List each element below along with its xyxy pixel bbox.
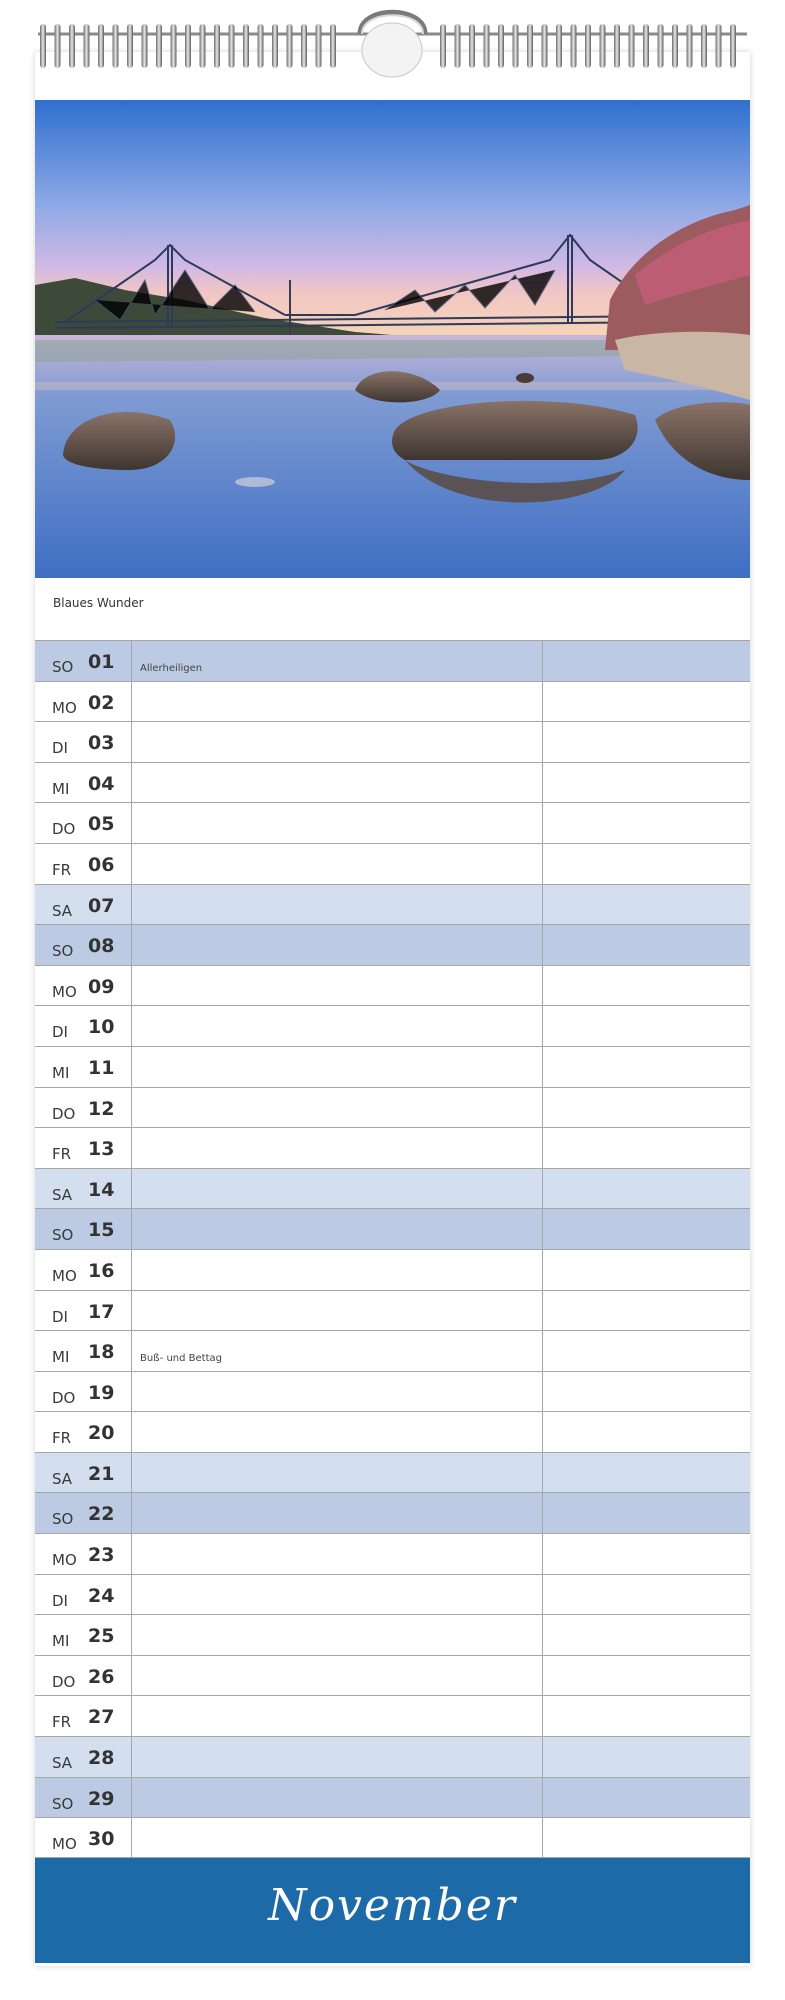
column-divider xyxy=(542,682,543,722)
column-divider xyxy=(131,1088,132,1128)
column-divider xyxy=(542,1534,543,1574)
day-row xyxy=(35,1452,750,1493)
column-divider xyxy=(542,1250,543,1290)
column-divider xyxy=(131,1047,132,1087)
weekday-label: SO xyxy=(52,942,74,961)
column-divider xyxy=(542,1006,543,1046)
day-number: 18 xyxy=(88,1341,115,1364)
weekday-label: SO xyxy=(52,1226,74,1245)
binding-ring xyxy=(455,24,461,68)
column-divider xyxy=(131,925,132,965)
column-divider xyxy=(542,1128,543,1168)
binding-ring xyxy=(527,24,533,68)
column-divider xyxy=(542,1737,543,1777)
day-number: 09 xyxy=(88,975,115,998)
month-name: November xyxy=(268,1880,517,1931)
binding-ring xyxy=(484,24,490,68)
day-number: 29 xyxy=(88,1787,115,1810)
column-divider xyxy=(131,803,132,843)
column-divider xyxy=(542,722,543,762)
binding-ring xyxy=(600,24,606,68)
day-number: 25 xyxy=(88,1625,115,1648)
day-row xyxy=(35,681,750,722)
day-number: 05 xyxy=(88,813,115,836)
binding-ring xyxy=(84,24,90,68)
day-number: 10 xyxy=(88,1016,115,1039)
day-row xyxy=(35,721,750,762)
binding-ring xyxy=(287,24,293,68)
day-row xyxy=(35,1614,750,1655)
binding-ring xyxy=(469,24,475,68)
column-divider xyxy=(131,1696,132,1736)
binding-ring xyxy=(98,24,104,68)
column-divider xyxy=(131,763,132,803)
column-divider xyxy=(131,844,132,884)
column-divider xyxy=(131,1493,132,1533)
column-divider xyxy=(542,1331,543,1371)
column-divider xyxy=(131,1615,132,1655)
day-row xyxy=(35,965,750,1006)
weekday-label: MO xyxy=(52,1835,77,1854)
day-row xyxy=(35,1574,750,1615)
column-divider xyxy=(131,885,132,925)
day-row xyxy=(35,802,750,843)
binding-ring xyxy=(440,24,446,68)
column-divider xyxy=(131,1453,132,1493)
weekday-label: SO xyxy=(52,1794,74,1813)
column-divider xyxy=(542,1088,543,1128)
day-number: 15 xyxy=(88,1219,115,1242)
weekday-label: SO xyxy=(52,658,74,676)
column-divider xyxy=(131,1818,132,1857)
day-number: 22 xyxy=(88,1503,115,1526)
spiral-binding xyxy=(0,0,785,90)
day-number: 01 xyxy=(88,651,115,673)
day-row xyxy=(35,640,750,681)
binding-ring xyxy=(730,24,736,68)
holiday-label: Allerheiligen xyxy=(140,663,203,674)
binding-ring xyxy=(513,24,519,68)
weekday-label: MO xyxy=(52,1551,77,1570)
day-row xyxy=(35,1249,750,1290)
column-divider xyxy=(542,1047,543,1087)
binding-ring xyxy=(127,24,133,68)
column-divider xyxy=(131,1331,132,1371)
weekday-label: DO xyxy=(52,1672,76,1691)
day-row xyxy=(35,1695,750,1736)
weekday-label: FR xyxy=(52,1713,72,1732)
day-row xyxy=(35,1290,750,1331)
column-divider xyxy=(542,1372,543,1412)
binding-ring xyxy=(571,24,577,68)
weekday-label: DI xyxy=(52,1307,68,1326)
holiday-label: Buß- und Bettag xyxy=(140,1353,223,1365)
weekday-label: MO xyxy=(52,698,77,717)
column-divider xyxy=(131,1291,132,1331)
binding-ring xyxy=(113,24,119,68)
column-divider xyxy=(131,1372,132,1412)
day-grid xyxy=(35,640,750,1858)
binding-ring xyxy=(687,24,693,68)
day-number: 26 xyxy=(88,1665,115,1688)
column-divider xyxy=(131,682,132,722)
day-row xyxy=(35,1208,750,1249)
binding-ring xyxy=(672,24,678,68)
weekday-label: DO xyxy=(52,1388,76,1407)
day-row xyxy=(35,1533,750,1574)
binding-ring xyxy=(498,24,504,68)
day-number: 06 xyxy=(88,853,115,876)
weekday-label: SA xyxy=(52,1754,73,1773)
weekday-label: DO xyxy=(52,820,76,839)
day-row xyxy=(35,1371,750,1412)
day-number: 02 xyxy=(88,691,115,714)
weekday-label: SA xyxy=(52,1469,73,1488)
day-row xyxy=(35,1330,750,1371)
column-divider xyxy=(131,1006,132,1046)
day-row xyxy=(35,1046,750,1087)
column-divider xyxy=(542,1412,543,1452)
column-divider xyxy=(131,1128,132,1168)
day-number: 30 xyxy=(88,1828,115,1851)
day-row xyxy=(35,1492,750,1533)
day-row xyxy=(35,884,750,925)
column-divider xyxy=(131,966,132,1006)
day-row xyxy=(35,1411,750,1452)
day-number: 28 xyxy=(88,1747,115,1770)
day-row xyxy=(35,843,750,884)
photo-caption: Blaues Wunder xyxy=(53,596,144,610)
day-number: 04 xyxy=(88,772,115,795)
binding-ring xyxy=(142,24,148,68)
day-number: 07 xyxy=(88,894,115,917)
weekday-label: SA xyxy=(52,901,73,920)
column-divider xyxy=(542,1575,543,1615)
binding-ring xyxy=(301,24,307,68)
binding-ring xyxy=(156,24,162,68)
day-row xyxy=(35,924,750,965)
weekday-label: MI xyxy=(52,1063,70,1082)
column-divider xyxy=(131,1778,132,1818)
day-number: 11 xyxy=(88,1056,115,1079)
binding-ring xyxy=(55,24,61,68)
day-number: 24 xyxy=(88,1584,115,1607)
column-divider xyxy=(131,1412,132,1452)
column-divider xyxy=(542,1453,543,1493)
binding-ring xyxy=(556,24,562,68)
weekday-label: FR xyxy=(52,1429,72,1448)
weekday-label: SO xyxy=(52,1510,74,1529)
binding-ring xyxy=(243,24,249,68)
day-number: 12 xyxy=(88,1097,115,1120)
binding-ring xyxy=(258,24,264,68)
column-divider xyxy=(131,1737,132,1777)
column-divider xyxy=(542,1169,543,1209)
weekday-label: MI xyxy=(52,1348,70,1367)
day-row xyxy=(35,1736,750,1777)
column-divider xyxy=(131,1250,132,1290)
binding-ring xyxy=(643,24,649,68)
column-divider xyxy=(131,1656,132,1696)
weekday-label: MO xyxy=(52,1266,77,1285)
binding-ring xyxy=(542,24,548,68)
weekday-label: DI xyxy=(52,739,68,758)
day-number: 14 xyxy=(88,1178,115,1201)
day-row xyxy=(35,1005,750,1046)
column-divider xyxy=(542,1615,543,1655)
day-row xyxy=(35,1817,750,1858)
bridge-photo xyxy=(35,100,750,578)
day-row xyxy=(35,1127,750,1168)
column-divider xyxy=(131,641,132,681)
weekday-label: MI xyxy=(52,779,70,798)
binding-ring xyxy=(229,24,235,68)
column-divider xyxy=(542,641,543,681)
column-divider xyxy=(542,1818,543,1857)
weekday-label: MI xyxy=(52,1632,70,1651)
column-divider xyxy=(542,1778,543,1818)
weekday-label: MO xyxy=(52,982,77,1001)
binding-ring xyxy=(200,24,206,68)
binding-ring xyxy=(716,24,722,68)
weekday-label: DI xyxy=(52,1023,68,1042)
column-divider xyxy=(542,1209,543,1249)
column-divider xyxy=(542,1493,543,1533)
binding-ring xyxy=(40,24,46,68)
day-number: 21 xyxy=(88,1462,115,1485)
day-number: 19 xyxy=(88,1381,115,1404)
weekday-label: FR xyxy=(52,1145,72,1164)
day-number: 08 xyxy=(88,935,115,958)
column-divider xyxy=(542,1291,543,1331)
day-number: 16 xyxy=(88,1259,115,1282)
day-number: 23 xyxy=(88,1544,115,1567)
day-number: 27 xyxy=(88,1706,115,1729)
binding-ring xyxy=(658,24,664,68)
column-divider xyxy=(542,803,543,843)
column-divider xyxy=(542,844,543,884)
binding-ring xyxy=(185,24,191,68)
day-number: 03 xyxy=(88,732,115,755)
day-row xyxy=(35,1087,750,1128)
day-number: 20 xyxy=(88,1422,115,1445)
day-row xyxy=(35,1655,750,1696)
day-row xyxy=(35,1777,750,1818)
column-divider xyxy=(542,925,543,965)
column-divider xyxy=(131,1575,132,1615)
weekday-label: SA xyxy=(52,1185,73,1204)
weekday-label: DO xyxy=(52,1104,76,1123)
column-divider xyxy=(542,885,543,925)
column-divider xyxy=(542,763,543,803)
binding-ring xyxy=(272,24,278,68)
day-number: 17 xyxy=(88,1300,115,1323)
binding-ring xyxy=(614,24,620,68)
column-divider xyxy=(131,1169,132,1209)
day-row xyxy=(35,1168,750,1209)
column-divider xyxy=(131,722,132,762)
column-divider xyxy=(542,966,543,1006)
weekday-label: FR xyxy=(52,860,72,879)
binding-ring xyxy=(171,24,177,68)
binding-ring xyxy=(69,24,75,68)
binding-ring xyxy=(330,24,336,68)
column-divider xyxy=(131,1534,132,1574)
binding-ring xyxy=(629,24,635,68)
column-divider xyxy=(542,1696,543,1736)
binding-ring xyxy=(585,24,591,68)
day-row xyxy=(35,762,750,803)
binding-ring xyxy=(316,24,322,68)
binding-ring xyxy=(214,24,220,68)
binding-ring xyxy=(701,24,707,68)
column-divider xyxy=(131,1209,132,1249)
day-number: 13 xyxy=(88,1138,115,1161)
month-band xyxy=(35,1858,750,1963)
column-divider xyxy=(542,1656,543,1696)
weekday-label: DI xyxy=(52,1591,68,1610)
